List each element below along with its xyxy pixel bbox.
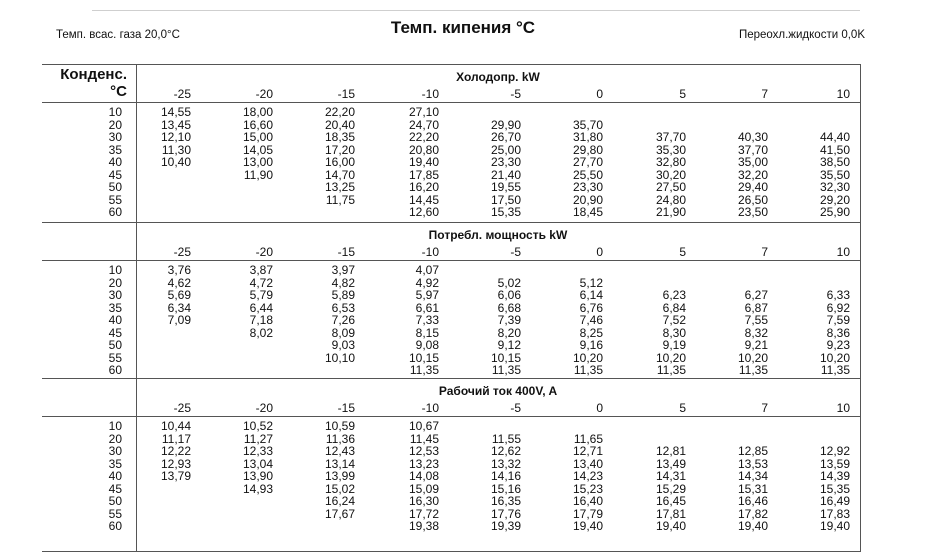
top-rule	[92, 10, 860, 11]
table-cell: 6,68	[497, 300, 521, 315]
table-cell: 23,30	[490, 155, 521, 169]
table-cell: 19,40	[408, 155, 439, 169]
evap-temp-header: -20	[255, 245, 273, 259]
evap-temp-header: 7	[761, 245, 768, 259]
table-cell: 13,53	[737, 456, 768, 471]
condensing-temp-cell: 60	[108, 205, 122, 219]
table-cell: 5,69	[167, 288, 191, 302]
table-cell: 4,92	[415, 275, 439, 290]
table-cell: 31,80	[572, 130, 603, 144]
table-cell: 7,59	[826, 313, 850, 327]
table-cell: 16,24	[324, 494, 355, 508]
table-cell: 6,14	[579, 288, 603, 302]
table-cell: 44,40	[819, 130, 850, 144]
table-cell: 8,20	[497, 325, 521, 340]
condensing-temp-cell: 35	[108, 300, 122, 315]
table-cell: 8,25	[579, 325, 603, 340]
table-cell: 13,23	[408, 456, 439, 471]
table-cell: 8,30	[662, 325, 686, 340]
table-cell: 16,49	[819, 494, 850, 508]
table-cell: 7,18	[249, 313, 273, 327]
table-cell: 29,20	[819, 192, 850, 207]
table-cell: 12,22	[160, 444, 191, 458]
table-cell: 40,30	[737, 130, 768, 144]
table-cell: 11,36	[325, 431, 355, 446]
table-cell: 32,80	[655, 155, 686, 169]
table-cell: 6,33	[826, 288, 850, 302]
table-cell: 6,44	[249, 300, 273, 315]
table-cell: 13,90	[242, 469, 273, 483]
evap-temp-header: -25	[173, 245, 191, 259]
table-cell: 10,15	[408, 350, 439, 365]
condensing-temp-header-line2: °C	[110, 83, 127, 100]
evap-temp-header: -10	[421, 401, 439, 415]
block-separator	[42, 378, 860, 379]
header-divider	[42, 416, 860, 417]
condensing-temp-cell: 50	[108, 494, 122, 508]
evap-temp-header: -10	[421, 245, 439, 259]
table-cell: 17,82	[737, 506, 768, 521]
table-cell: 17,20	[324, 142, 355, 157]
table-cell: 17,79	[572, 506, 603, 521]
table-cell: 12,33	[242, 444, 273, 458]
table-cell: 15,09	[408, 481, 439, 496]
table-cell: 17,83	[819, 506, 850, 521]
table-cell: 17,85	[408, 167, 439, 182]
condensing-temp-cell: 35	[108, 142, 122, 157]
table-cell: 11,27	[243, 431, 273, 446]
condensing-temp-cell: 45	[108, 481, 122, 496]
table-cell: 4,82	[331, 275, 355, 290]
table-title: Потребл. мощность kW	[428, 228, 568, 242]
table-cell: 35,30	[655, 142, 686, 157]
table-cell: 20,40	[324, 117, 355, 132]
condensing-temp-cell: 10	[108, 105, 122, 119]
table-cell: 23,30	[572, 180, 603, 194]
condensing-temp-cell: 20	[108, 275, 122, 290]
table-cell: 27,10	[408, 105, 439, 119]
condensing-temp-cell: 55	[108, 350, 122, 365]
table-cell: 11,75	[325, 192, 355, 207]
condensing-temp-cell: 30	[108, 130, 122, 144]
table-cell: 4,62	[167, 275, 191, 290]
table-cell: 11,35	[738, 363, 768, 377]
table-cell: 12,93	[160, 456, 191, 471]
table-cell: 10,10	[324, 350, 355, 365]
table-cell: 11,17	[161, 431, 191, 446]
table-cell: 6,61	[415, 300, 439, 315]
table-cell: 29,40	[737, 180, 768, 194]
table-cell: 35,50	[819, 167, 850, 182]
condensing-temp-cell: 20	[108, 117, 122, 132]
table-cell: 8,36	[826, 325, 850, 340]
table-cell: 3,97	[331, 263, 355, 277]
table-cell: 10,20	[572, 350, 603, 365]
table-cell: 11,35	[573, 363, 603, 377]
table-cell: 6,87	[744, 300, 768, 315]
table-cell: 37,70	[737, 142, 768, 157]
table-cell: 15,23	[572, 481, 603, 496]
table-cell: 10,15	[490, 350, 521, 365]
table-cell: 18,00	[242, 105, 273, 119]
table-cell: 21,40	[490, 167, 521, 182]
evap-temp-header: -25	[173, 87, 191, 101]
table-cell: 19,40	[819, 519, 850, 533]
table-cell: 13,32	[490, 456, 521, 471]
table-cell: 35,00	[737, 155, 768, 169]
table-cell: 6,53	[331, 300, 355, 315]
condensing-temp-cell: 40	[108, 155, 122, 169]
table-cell: 14,70	[324, 167, 355, 182]
table-cell: 24,70	[408, 117, 439, 132]
table-cell: 14,55	[160, 105, 191, 119]
suction-temp-label: Темп. всас. газа 20,0°C	[56, 29, 180, 41]
table-cell: 20,90	[572, 192, 603, 207]
subcooling-label: Переохл.жидкости 0,0K	[738, 29, 865, 41]
table-cell: 13,79	[160, 469, 191, 483]
condensing-temp-cell: 45	[108, 167, 122, 182]
condensing-temp-cell: 55	[108, 506, 122, 521]
table-cell: 10,20	[737, 350, 768, 365]
table-cell: 9,08	[415, 338, 439, 352]
table-cell: 7,46	[579, 313, 603, 327]
evap-temp-header: -15	[337, 87, 355, 101]
table-cell: 10,52	[242, 419, 273, 433]
table-cell: 19,55	[490, 180, 521, 194]
table-title: Холодопр. kW	[456, 70, 540, 84]
table-cell: 11,55	[491, 431, 521, 446]
table-cell: 3,87	[249, 263, 273, 277]
table-cell: 7,55	[744, 313, 768, 327]
table-cell: 17,76	[490, 506, 521, 521]
table-cell: 27,50	[655, 180, 686, 194]
table-cell: 13,25	[324, 180, 355, 194]
condensing-temp-cell: 60	[108, 519, 122, 533]
table-cell: 19,40	[655, 519, 686, 533]
table-cell: 12,92	[819, 444, 850, 458]
evap-temp-header: 7	[761, 87, 768, 101]
table-cell: 19,38	[408, 519, 439, 533]
table-cell: 11,45	[409, 431, 439, 446]
table-cell: 25,50	[572, 167, 603, 182]
table-cell: 11,35	[656, 363, 686, 377]
table-cell: 10,67	[408, 419, 439, 433]
condensing-temp-cell: 50	[108, 180, 122, 194]
table-cell: 15,00	[242, 130, 273, 144]
table-cell: 4,07	[415, 263, 439, 277]
table-cell: 8,15	[415, 325, 439, 340]
table-cell: 12,43	[324, 444, 355, 458]
table-cell: 16,35	[490, 494, 521, 508]
table-cell: 14,45	[408, 192, 439, 207]
table-cell: 16,40	[572, 494, 603, 508]
evap-temp-header: -5	[510, 245, 521, 259]
evap-temp-header: 10	[836, 401, 850, 415]
table-cell: 37,70	[655, 130, 686, 144]
header-divider	[42, 260, 860, 261]
condensing-temp-cell: 10	[108, 419, 122, 433]
table-cell: 16,46	[737, 494, 768, 508]
table-cell: 21,90	[655, 205, 686, 219]
evap-temp-header: -20	[255, 401, 273, 415]
table-cell: 24,80	[655, 192, 686, 207]
evap-temp-header: -5	[510, 87, 521, 101]
condensing-temp-cell: 40	[108, 313, 122, 327]
condensing-temp-cell: 45	[108, 325, 122, 340]
table-cell: 13,00	[242, 155, 273, 169]
table-cell: 5,89	[331, 288, 355, 302]
table-cell: 10,44	[160, 419, 191, 433]
evap-temp-header: 7	[761, 401, 768, 415]
table-cell: 22,20	[324, 105, 355, 119]
table-cell: 13,59	[819, 456, 850, 471]
table-cell: 11,35	[409, 363, 439, 377]
condensing-temp-cell: 40	[108, 469, 122, 483]
condensing-temp-cell: 55	[108, 192, 122, 207]
table-cell: 22,20	[408, 130, 439, 144]
table-cell: 13,49	[655, 456, 686, 471]
evap-temp-header: -25	[173, 401, 191, 415]
table-cell: 30,20	[655, 167, 686, 182]
table-cell: 17,67	[324, 506, 355, 521]
table-cell: 12,60	[408, 205, 439, 219]
table-cell: 32,20	[737, 167, 768, 182]
table-cell: 7,39	[497, 313, 521, 327]
table-cell: 12,62	[490, 444, 521, 458]
table-cell: 15,02	[324, 481, 355, 496]
header-divider	[42, 102, 860, 103]
evap-temp-header: -15	[337, 401, 355, 415]
table-cell: 17,50	[490, 192, 521, 207]
table-cell: 9,21	[744, 338, 768, 352]
condensing-temp-cell: 60	[108, 363, 122, 377]
table-cell: 6,34	[167, 300, 191, 315]
table-cell: 25,90	[819, 205, 850, 219]
table-cell: 9,03	[331, 338, 355, 352]
table-cell: 16,30	[408, 494, 439, 508]
table-cell: 19,39	[490, 519, 521, 533]
table-cell: 6,92	[826, 300, 850, 315]
evap-temp-header: 10	[836, 87, 850, 101]
evap-temp-header: 0	[596, 87, 603, 101]
evap-temp-header: 0	[596, 245, 603, 259]
evap-temp-header: 5	[679, 401, 686, 415]
table-cell: 13,99	[324, 469, 355, 483]
table-cell: 15,35	[490, 205, 521, 219]
table-cell: 14,31	[655, 469, 686, 483]
table-cell: 15,16	[490, 481, 521, 496]
condensing-temp-header	[43, 66, 127, 100]
table-cell: 6,23	[662, 288, 686, 302]
table-cell: 8,09	[331, 325, 355, 340]
table-cell: 9,16	[579, 338, 603, 352]
table-cell: 19,40	[737, 519, 768, 533]
table-cell: 5,02	[497, 275, 521, 290]
table-cell: 19,40	[572, 519, 603, 533]
table-cell: 16,00	[324, 155, 355, 169]
table-cell: 5,79	[249, 288, 273, 302]
table-cell: 11,30	[161, 142, 191, 157]
table-cell: 13,40	[572, 456, 603, 471]
table-cell: 13,04	[242, 456, 273, 471]
table-cell: 11,90	[243, 167, 273, 182]
block-separator	[42, 222, 860, 223]
condensing-temp-cell: 30	[108, 288, 122, 302]
table-cell: 11,65	[573, 431, 603, 446]
table-cell: 6,27	[744, 288, 768, 302]
table-cell: 14,34	[737, 469, 768, 483]
table-cell: 26,50	[737, 192, 768, 207]
table-cell: 12,71	[572, 444, 603, 458]
evap-temp-header: -5	[510, 401, 521, 415]
table-cell: 6,84	[662, 300, 686, 315]
table-cell: 23,50	[737, 205, 768, 219]
table-cell: 3,76	[167, 263, 191, 277]
table-cell: 29,90	[490, 117, 521, 132]
table-cell: 17,81	[655, 506, 686, 521]
table-cell: 29,80	[572, 142, 603, 157]
evap-temp-header: 10	[836, 245, 850, 259]
table-cell: 6,06	[497, 288, 521, 302]
table-cell: 15,29	[655, 481, 686, 496]
table-title: Рабочий ток 400V, A	[438, 384, 558, 398]
table-cell: 4,72	[249, 275, 273, 290]
table-cell: 5,12	[579, 275, 603, 290]
table-cell: 16,20	[408, 180, 439, 194]
table-cell: 14,08	[408, 469, 439, 483]
table-cell: 32,30	[819, 180, 850, 194]
table-cell: 12,81	[655, 444, 686, 458]
page-title: Темп. кипения °C	[390, 18, 536, 37]
evap-temp-header: -10	[421, 87, 439, 101]
table-cell: 5,97	[415, 288, 439, 302]
evap-temp-header: 5	[679, 245, 686, 259]
table-cell: 11,35	[820, 363, 850, 377]
condensing-temp-header-line1: Конденс.	[60, 66, 127, 83]
table-cell: 10,59	[324, 419, 355, 433]
table-cell: 8,32	[744, 325, 768, 340]
table-cell: 6,76	[579, 300, 603, 315]
table-cell: 41,50	[819, 142, 850, 157]
table-cell: 15,31	[737, 481, 768, 496]
condensing-temp-cell: 20	[108, 431, 122, 446]
table-cell: 12,85	[737, 444, 768, 458]
table-cell: 14,39	[819, 469, 850, 483]
table-cell: 9,19	[662, 338, 686, 352]
table-cell: 10,20	[819, 350, 850, 365]
condensing-temp-cell: 50	[108, 338, 122, 352]
table-cell: 27,70	[572, 155, 603, 169]
condensing-temp-cell: 30	[108, 444, 122, 458]
table-cell: 38,50	[819, 155, 850, 169]
table-cell: 7,52	[662, 313, 686, 327]
table-cell: 14,16	[490, 469, 521, 483]
evap-temp-header: 5	[679, 87, 686, 101]
table-cell: 16,60	[242, 117, 273, 132]
table-cell: 7,33	[415, 313, 439, 327]
table-cell: 10,40	[160, 155, 191, 169]
table-cell: 9,12	[497, 338, 521, 352]
table-cell: 9,23	[826, 338, 850, 352]
table-cell: 17,72	[408, 506, 439, 521]
evap-temp-header: -20	[255, 87, 273, 101]
table-cell: 20,80	[408, 142, 439, 157]
table-cell: 7,26	[331, 313, 355, 327]
evap-temp-header: 0	[596, 401, 603, 415]
table-cell: 12,10	[160, 130, 191, 144]
condensing-temp-cell: 10	[108, 263, 122, 277]
table-cell: 35,70	[572, 117, 603, 132]
table-cell: 18,45	[572, 205, 603, 219]
table-cell: 18,35	[324, 130, 355, 144]
table-cell: 25,00	[490, 142, 521, 157]
table-cell: 10,20	[655, 350, 686, 365]
table-cell: 26,70	[490, 130, 521, 144]
table-cell: 14,05	[242, 142, 273, 157]
condensing-temp-cell: 35	[108, 456, 122, 471]
evap-temp-header: -15	[337, 245, 355, 259]
table-cell: 15,35	[819, 481, 850, 496]
table-cell: 8,02	[249, 325, 273, 340]
table-cell: 13,45	[160, 117, 191, 132]
table-cell: 14,23	[572, 469, 603, 483]
table-cell: 12,53	[408, 444, 439, 458]
table-cell: 7,09	[167, 313, 191, 327]
table-cell: 11,35	[491, 363, 521, 377]
table-cell: 13,14	[324, 456, 355, 471]
table-cell: 16,45	[655, 494, 686, 508]
table-cell: 14,93	[242, 481, 273, 496]
